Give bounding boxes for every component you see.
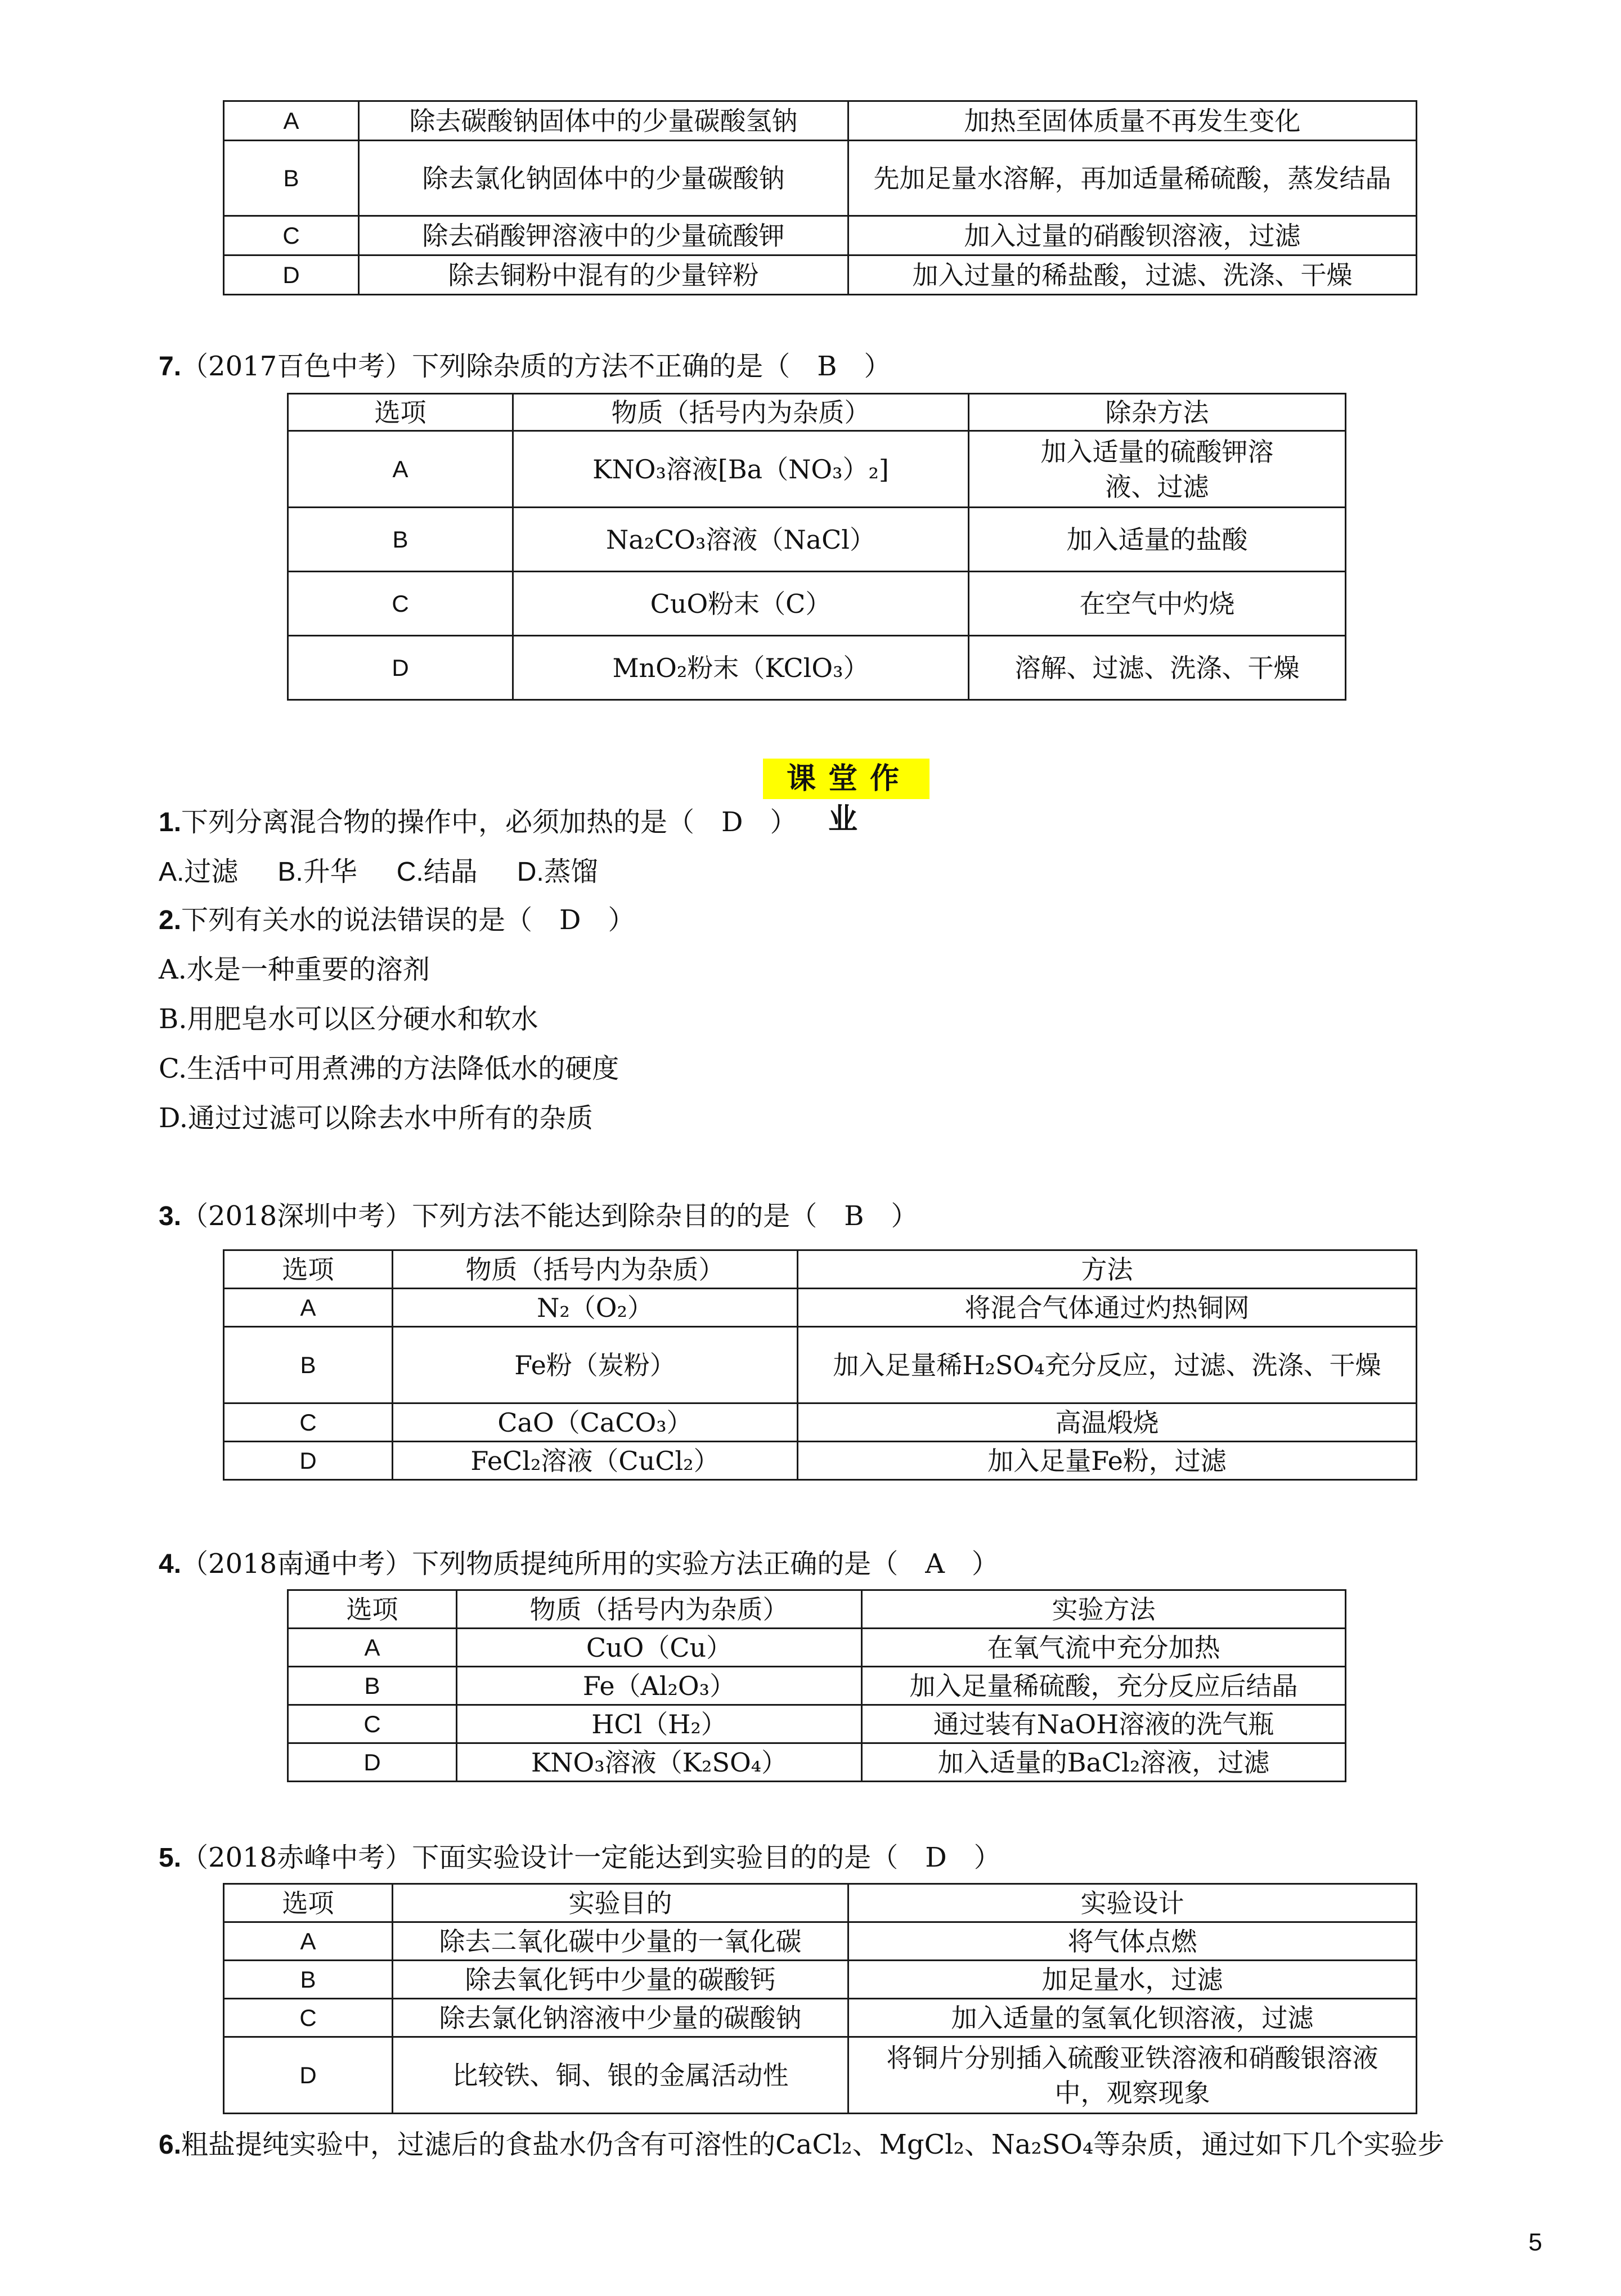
question-number: 6. xyxy=(159,2130,182,2160)
question-text: 下列有关水的说法错误的是（ D ） xyxy=(181,904,635,936)
q7-table xyxy=(287,393,1346,701)
option-c: C.结晶 xyxy=(396,857,478,887)
table-row xyxy=(224,216,1417,255)
question-source: （2017百色中考） xyxy=(181,351,412,382)
table-cell: Fe粉（炭粉） xyxy=(393,1327,798,1403)
table-cell: 在空气中灼烧 xyxy=(969,572,1346,636)
table-cell: 加热至固体质量不再发生变化 xyxy=(848,101,1417,141)
option-label: B xyxy=(224,1961,393,1999)
option-label: A xyxy=(288,431,513,508)
option-label: C xyxy=(288,572,513,636)
table-row xyxy=(224,2037,1417,2114)
table-row xyxy=(288,431,1346,508)
table-row xyxy=(224,1327,1417,1403)
question-source: （2018赤峰中考） xyxy=(181,1842,412,1873)
option-b: B.升华 xyxy=(277,857,357,887)
table-cell: 加入过量的稀盐酸，过滤、洗涤、干燥 xyxy=(848,255,1417,295)
table-cell: CuO（Cu） xyxy=(457,1629,862,1667)
hw-question-6 xyxy=(159,2127,1444,2163)
table-cell: 加入过量的硝酸钡溶液，过滤 xyxy=(848,216,1417,255)
option-label: D xyxy=(288,636,513,700)
hw1-options xyxy=(159,854,598,890)
hw5-table xyxy=(223,1883,1417,2114)
header-cell: 物质（括号内为杂质） xyxy=(513,394,969,431)
table-cell: 加入适量的盐酸 xyxy=(969,508,1346,572)
header-cell: 物质（括号内为杂质） xyxy=(457,1590,862,1629)
question-number: 4. xyxy=(159,1549,182,1579)
table-row xyxy=(288,1705,1346,1743)
question-text: 粗盐提纯实验中，过滤后的食盐水仍含有可溶性的CaCl₂、MgCl₂、Na₂SO₄等杂质，通过如下几个实验步 xyxy=(181,2129,1445,2160)
header-cell: 实验目的 xyxy=(393,1884,848,1922)
top-table xyxy=(223,100,1417,295)
hw-question-1 xyxy=(159,805,797,840)
header-cell: 选项 xyxy=(288,394,513,431)
table-row xyxy=(288,1629,1346,1667)
table-row xyxy=(224,141,1417,216)
option-label: A xyxy=(288,1629,457,1667)
table-cell: 加入适量的硫酸钾溶液、过滤 xyxy=(969,431,1346,508)
hw-question-4 xyxy=(159,1546,999,1582)
hw2-option-b: B.用肥皂水可以区分硬水和软水 xyxy=(159,1003,538,1035)
table-cell: 加入足量稀硫酸，充分反应后结晶 xyxy=(862,1667,1346,1705)
option-label: B xyxy=(224,1327,393,1403)
option-label: A xyxy=(224,101,359,141)
table-cell: KNO₃溶液（K₂SO₄） xyxy=(457,1743,862,1782)
table-row xyxy=(288,1743,1346,1782)
table-header xyxy=(224,1884,1417,1922)
table-cell: 除去铜粉中混有的少量锌粉 xyxy=(359,255,848,295)
header-cell: 选项 xyxy=(224,1884,393,1922)
table-cell: CuO粉末（C） xyxy=(513,572,969,636)
table-row xyxy=(224,255,1417,295)
question-text: 下列除杂质的方法不正确的是（ B ） xyxy=(412,351,891,382)
table-cell: HCl（H₂） xyxy=(457,1705,862,1743)
table-row xyxy=(288,572,1346,636)
table-row xyxy=(224,1403,1417,1442)
table-row xyxy=(224,1922,1417,1961)
table-row xyxy=(224,1442,1417,1480)
option-label: B xyxy=(288,1667,457,1705)
question-number: 7. xyxy=(159,352,182,382)
option-label: D xyxy=(224,255,359,295)
question-source: （2018深圳中考） xyxy=(181,1200,412,1232)
section-title: 课堂作业 xyxy=(763,759,930,799)
question-text: 下列物质提纯所用的实验方法正确的是（ A ） xyxy=(412,1548,999,1580)
option-label: B xyxy=(288,508,513,572)
table-cell: 比较铁、铜、银的金属活动性 xyxy=(393,2037,848,2114)
header-cell: 选项 xyxy=(224,1250,393,1289)
hw-question-5 xyxy=(159,1840,1001,1876)
table-row xyxy=(288,1667,1346,1705)
table-cell: 通过装有NaOH溶液的洗气瓶 xyxy=(862,1705,1346,1743)
table-cell: 将混合气体通过灼热铜网 xyxy=(798,1289,1417,1327)
hw2-option-d: D.通过过滤可以除去水中所有的杂质 xyxy=(159,1102,594,1134)
table-cell: N₂（O₂） xyxy=(393,1289,798,1327)
header-cell: 实验设计 xyxy=(848,1884,1417,1922)
hw2-option-c: C.生活中可用煮沸的方法降低水的硬度 xyxy=(159,1053,619,1084)
table-cell: 溶解、过滤、洗涤、干燥 xyxy=(969,636,1346,700)
option-label: D xyxy=(224,1442,393,1480)
table-cell: 在氧气流中充分加热 xyxy=(862,1629,1346,1667)
table-cell: 除去氧化钙中少量的碳酸钙 xyxy=(393,1961,848,1999)
table-cell: FeCl₂溶液（CuCl₂） xyxy=(393,1442,798,1480)
option-label: C xyxy=(224,216,359,255)
option-label: D xyxy=(288,1743,457,1782)
option-label: C xyxy=(288,1705,457,1743)
question-7 xyxy=(159,349,891,384)
table-row xyxy=(224,1961,1417,1999)
question-source: （2018南通中考） xyxy=(181,1548,412,1580)
table-cell: 除去硝酸钾溶液中的少量硫酸钾 xyxy=(359,216,848,255)
option-label: A xyxy=(224,1289,393,1327)
question-number: 3. xyxy=(159,1201,182,1231)
question-text: 下列分离混合物的操作中，必须加热的是（ D ） xyxy=(181,806,797,838)
table-cell: 先加足量水溶解，再加适量稀硫酸，蒸发结晶 xyxy=(848,141,1417,216)
table-cell: Fe（Al₂O₃） xyxy=(457,1667,862,1705)
hw3-table xyxy=(223,1249,1417,1481)
table-cell: 将气体点燃 xyxy=(848,1922,1417,1961)
question-number: 2. xyxy=(159,905,182,935)
table-cell: 加足量水，过滤 xyxy=(848,1961,1417,1999)
table-cell: CaO（CaCO₃） xyxy=(393,1403,798,1442)
header-cell: 除杂方法 xyxy=(969,394,1346,431)
table-header xyxy=(224,1250,1417,1289)
hw-question-2 xyxy=(159,903,635,938)
table-cell: 除去氯化钠溶液中少量的碳酸钠 xyxy=(393,1999,848,2037)
header-cell: 方法 xyxy=(798,1250,1417,1289)
table-cell: 除去碳酸钠固体中的少量碳酸氢钠 xyxy=(359,101,848,141)
header-cell: 物质（括号内为杂质） xyxy=(393,1250,798,1289)
table-cell: 加入足量稀H₂SO₄充分反应，过滤、洗涤、干燥 xyxy=(798,1327,1417,1403)
question-number: 1. xyxy=(159,808,182,837)
option-label: D xyxy=(224,2037,393,2114)
table-row xyxy=(288,508,1346,572)
header-cell: 选项 xyxy=(288,1590,457,1629)
header-cell: 实验方法 xyxy=(862,1590,1346,1629)
option-a: A.过滤 xyxy=(159,857,239,887)
question-number: 5. xyxy=(159,1843,182,1873)
table-cell: 高温煅烧 xyxy=(798,1403,1417,1442)
option-label: A xyxy=(224,1922,393,1961)
table-cell: 加入足量Fe粉，过滤 xyxy=(798,1442,1417,1480)
option-d: D.蒸馏 xyxy=(517,857,598,887)
table-cell: Na₂CO₃溶液（NaCl） xyxy=(513,508,969,572)
option-label: C xyxy=(224,1999,393,2037)
option-label: B xyxy=(224,141,359,216)
page-number: 5 xyxy=(1528,2228,1542,2256)
table-row xyxy=(224,1999,1417,2037)
table-cell: 除去二氧化碳中少量的一氧化碳 xyxy=(393,1922,848,1961)
table-cell: 将铜片分别插入硫酸亚铁溶液和硝酸银溶液中，观察现象 xyxy=(848,2037,1417,2114)
question-text: 下面实验设计一定能达到实验目的的是（ D ） xyxy=(412,1842,1001,1873)
table-cell: 加入适量的BaCl₂溶液，过滤 xyxy=(862,1743,1346,1782)
hw-question-3 xyxy=(159,1199,918,1234)
question-text: 下列方法不能达到除杂目的的是（ B ） xyxy=(412,1200,918,1232)
hw2-option-a: A.水是一种重要的溶剂 xyxy=(159,954,430,985)
table-row xyxy=(224,1289,1417,1327)
table-cell: MnO₂粉末（KClO₃） xyxy=(513,636,969,700)
table-cell: 加入适量的氢氧化钡溶液，过滤 xyxy=(848,1999,1417,2037)
table-header xyxy=(288,1590,1346,1629)
table-cell: 除去氯化钠固体中的少量碳酸钠 xyxy=(359,141,848,216)
table-row xyxy=(288,636,1346,700)
table-header xyxy=(288,394,1346,431)
hw4-table xyxy=(287,1589,1346,1782)
table-row xyxy=(224,101,1417,141)
option-label: C xyxy=(224,1403,393,1442)
table-cell: KNO₃溶液[Ba（NO₃）₂] xyxy=(513,431,969,508)
